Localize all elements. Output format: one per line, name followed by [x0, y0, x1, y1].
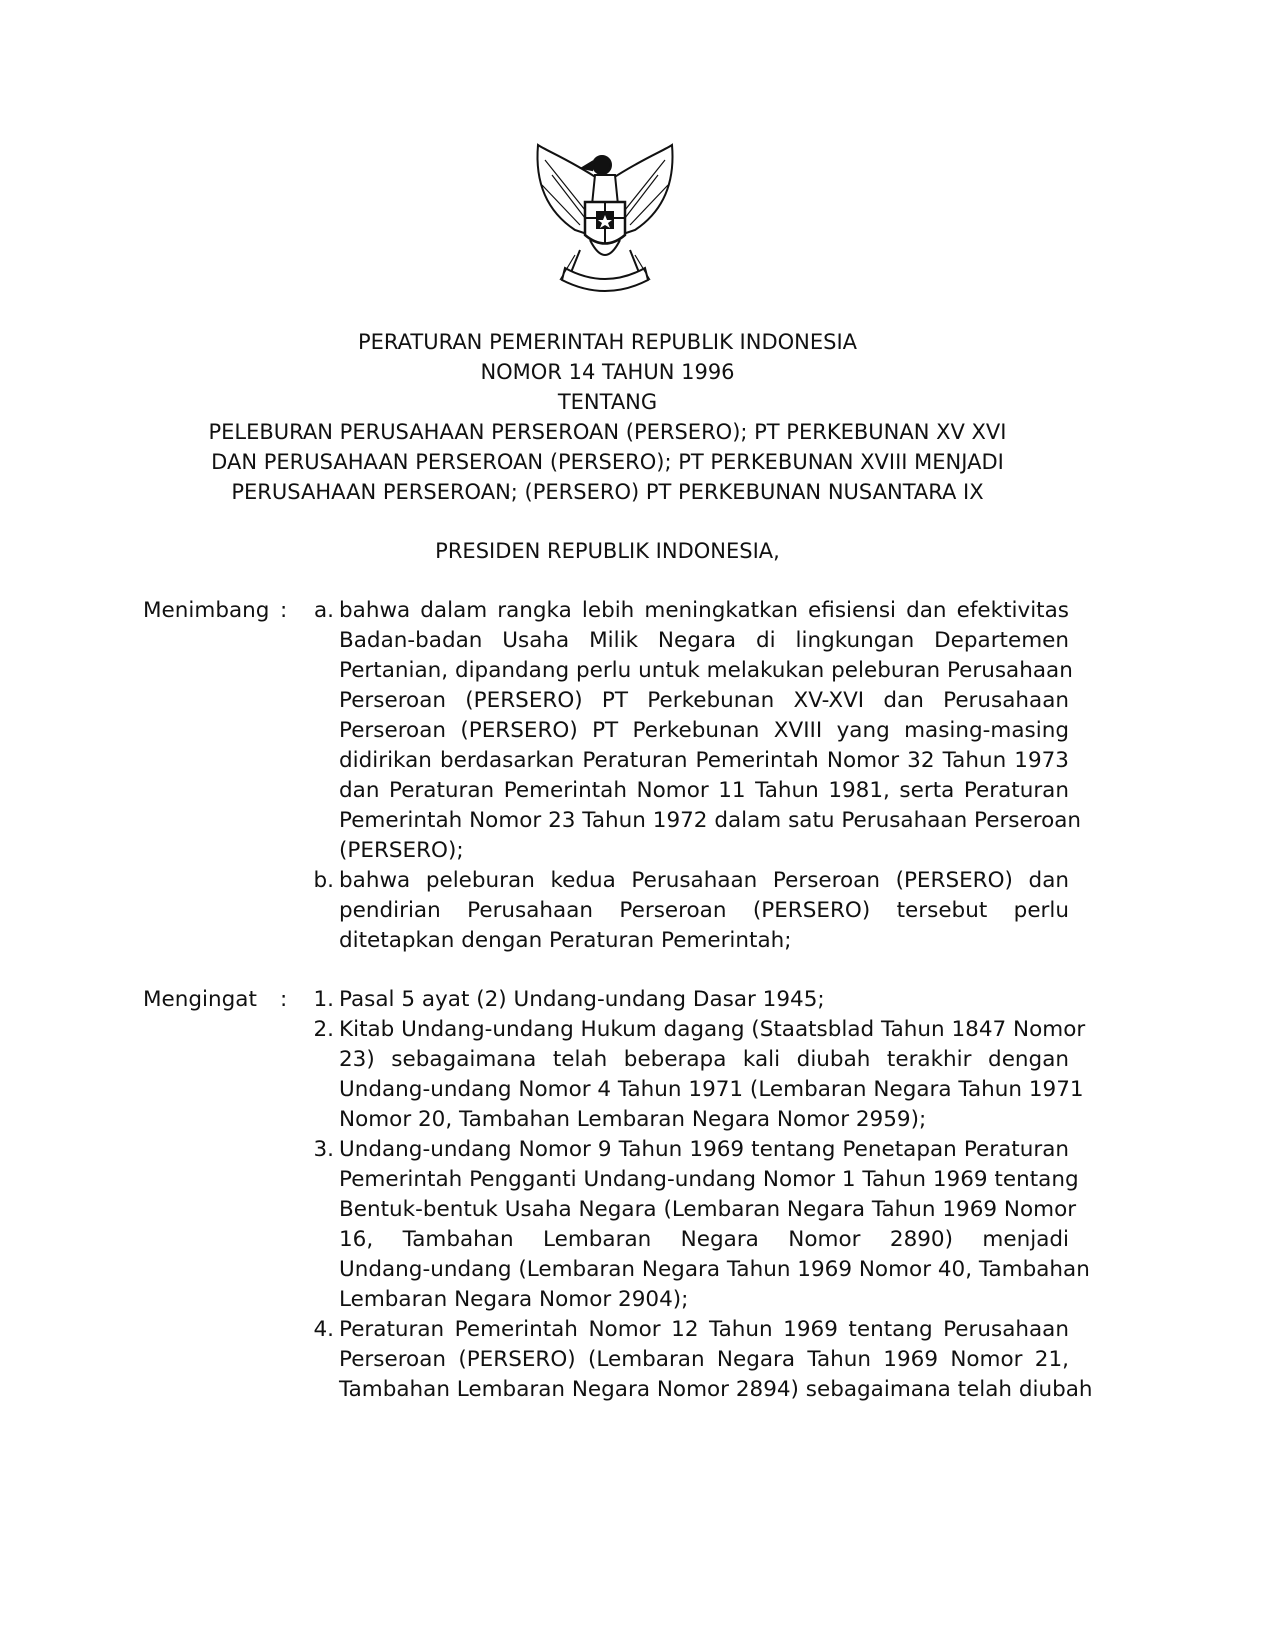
- garuda-emblem: [530, 140, 680, 300]
- list-marker: 3.: [313, 1137, 334, 1162]
- paragraph-line: Perseroan (PERSERO) PT Perkebunan XV-XVI dan Perusahaan: [339, 688, 1069, 713]
- paragraph-line: Perseroan (PERSERO) (Lembaran Negara Tahun 1969 Nomor 21,: [339, 1347, 1069, 1372]
- list-marker: 1.: [313, 987, 334, 1012]
- paragraph-line: Pemerintah Nomor 23 Tahun 1972 dalam satu Perusahaan Perseroan: [339, 808, 1082, 833]
- paragraph-line: Lembaran Negara Nomor 2904);: [339, 1287, 689, 1312]
- paragraph-line: Undang-undang (Lembaran Negara Tahun 1969 Nomor 40, Tambahan: [339, 1257, 1090, 1282]
- list-marker: 2.: [313, 1017, 334, 1042]
- paragraph-line: Badan-badan Usaha Milik Negara di lingkungan Departemen: [339, 628, 1069, 653]
- paragraph-line: 16, Tambahan Lembaran Negara Nomor 2890) menjadi: [339, 1227, 1069, 1252]
- title-line: NOMOR 14 TAHUN 1996: [480, 360, 735, 384]
- paragraph-line: didirikan berdasarkan Peraturan Pemerintah Nomor 32 Tahun 1973: [339, 748, 1069, 773]
- paragraph-line: dan Peraturan Pemerintah Nomor 11 Tahun 1981, serta Peraturan: [339, 778, 1069, 803]
- paragraph-line: Pertanian, dipandang perlu untuk melakukan peleburan Perusahaan: [339, 658, 1073, 683]
- section-label: Mengingat: [143, 987, 257, 1012]
- paragraph-line: Nomor 20, Tambahan Lembaran Negara Nomor 2959);: [339, 1107, 927, 1132]
- section-label: Menimbang: [143, 598, 270, 623]
- paragraph-line: Pemerintah Pengganti Undang-undang Nomor 1 Tahun 1969 tentang: [339, 1167, 1079, 1192]
- colon: :: [280, 987, 288, 1012]
- president-heading: PRESIDEN REPUBLIK INDONESIA,: [435, 539, 780, 563]
- paragraph-line: 23) sebagaimana telah beberapa kali diubah terakhir dengan: [339, 1047, 1069, 1072]
- paragraph-line: bahwa peleburan kedua Perusahaan Perseroan (PERSERO) dan: [339, 868, 1069, 893]
- paragraph-line: Perseroan (PERSERO) PT Perkebunan XVIII yang masing-masing: [339, 718, 1069, 743]
- paragraph-line: Peraturan Pemerintah Nomor 12 Tahun 1969 tentang Perusahaan: [339, 1317, 1069, 1342]
- paragraph-line: pendirian Perusahaan Perseroan (PERSERO) tersebut perlu: [339, 898, 1069, 923]
- paragraph-line: Tambahan Lembaran Negara Nomor 2894) sebagaimana telah diubah: [339, 1377, 1093, 1402]
- title-line: TENTANG: [557, 390, 658, 414]
- paragraph-line: ditetapkan dengan Peraturan Pemerintah;: [339, 928, 792, 953]
- list-marker: b.: [313, 868, 334, 893]
- paragraph-line: Kitab Undang-undang Hukum dagang (Staatsblad Tahun 1847 Nomor: [339, 1017, 1086, 1042]
- title-line: PERUSAHAAN PERSEROAN; (PERSERO) PT PERKEBUNAN NUSANTARA IX: [231, 480, 984, 504]
- colon: :: [280, 598, 288, 623]
- paragraph-line: Bentuk-bentuk Usaha Negara (Lembaran Negara Tahun 1969 Nomor: [339, 1197, 1077, 1222]
- paragraph-line: (PERSERO);: [339, 838, 464, 863]
- list-marker: a.: [313, 598, 334, 623]
- list-marker: 4.: [313, 1317, 334, 1342]
- paragraph-line: Pasal 5 ayat (2) Undang-undang Dasar 1945;: [339, 987, 825, 1012]
- paragraph-line: bahwa dalam rangka lebih meningkatkan efisiensi dan efektivitas: [339, 598, 1069, 623]
- paragraph-line: Undang-undang Nomor 9 Tahun 1969 tentang Penetapan Peraturan: [339, 1137, 1069, 1162]
- title-line: PELEBURAN PERUSAHAAN PERSEROAN (PERSERO); PT PERKEBUNAN XV XVI: [208, 420, 1007, 444]
- title-line: DAN PERUSAHAAN PERSEROAN (PERSERO); PT PERKEBUNAN XVIII MENJADI: [211, 450, 1004, 474]
- paragraph-line: Undang-undang Nomor 4 Tahun 1971 (Lembaran Negara Tahun 1971: [339, 1077, 1084, 1102]
- title-line: PERATURAN PEMERINTAH REPUBLIK INDONESIA: [357, 330, 858, 354]
